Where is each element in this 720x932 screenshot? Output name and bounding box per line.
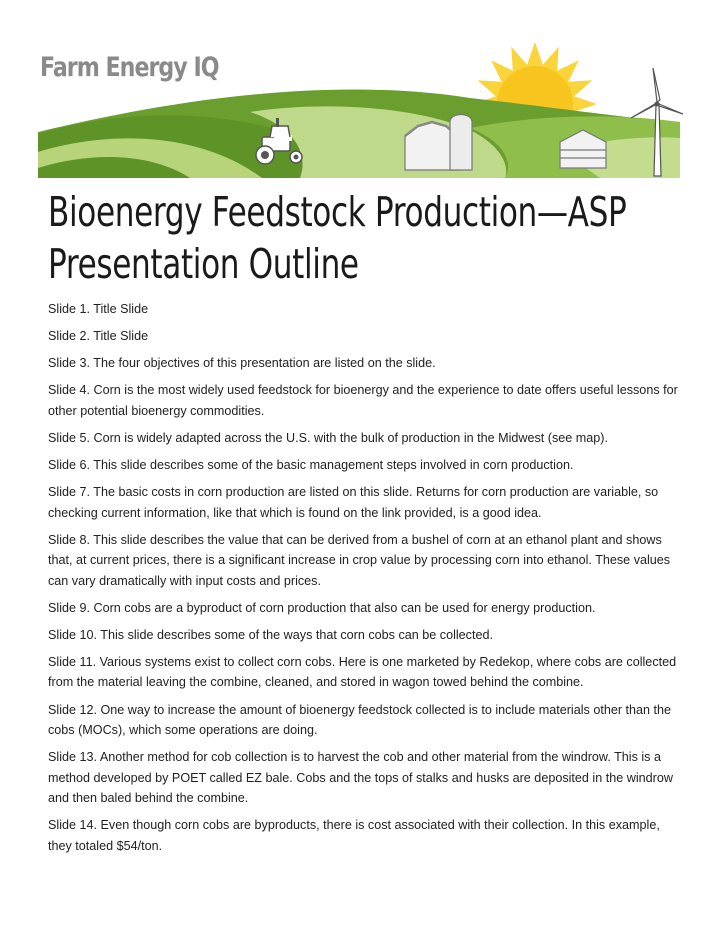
slide-item: Slide 6. This slide describes some of the basic management steps involved in corn production. [48, 457, 574, 472]
slide-item: Slide 8. This slide describes the value that can be derived from a bushel of corn at an ethanol plant and shows that, at current prices, there is a significant increase in crop value by processing corn into ethanol. These values can vary dramatically with input costs and prices. [48, 532, 671, 588]
slide-list [48, 299, 678, 863]
slide-item: Slide 13. Another method for cob collection is to harvest the cob and other material from the windrow. This is a method developed by POET called EZ bale. Cobs and the tops of stalks and husks are deposited in the windrow and then baled behind the combine. [48, 750, 673, 806]
page-title-line2: Presentation Outline [48, 240, 359, 288]
slide-item: Slide 5. Corn is widely adapted across the U.S. with the bulk of production in the Midwest (see map). [48, 430, 608, 445]
slide-item: Slide 2. Title Slide [48, 329, 149, 344]
slide-item: Slide 7. The basic costs in corn production are listed on this slide. Returns for corn production are variable, so checking current information, like that which is found on the link provided, is a good idea. [48, 485, 659, 520]
slide-item: Slide 4. Corn is the most widely used feedstock for bioenergy and the experience to date offers useful lessons for other potential bioenergy commodities. [48, 383, 678, 418]
brand-logo: Farm Energy IQ [40, 52, 219, 83]
slide-item: Slide 11. Various systems exist to collect corn cobs. Here is one marketed by Redekop, where cobs are collected from the material leaving the combine, cleaned, and stored in wagon towed behind the combine. [48, 654, 677, 690]
landscape-illustration [0, 0, 720, 180]
slide-item: Slide 3. The four objectives of this presentation are listed on the slide. [48, 356, 436, 371]
slide-item: Slide 9. Corn cobs are a byproduct of corn production that also can be used for energy production. [48, 600, 596, 615]
slide-item: Slide 1. Title Slide [48, 302, 149, 316]
header-banner [0, 0, 720, 180]
slide-item: Slide 10. This slide describes some of the ways that corn cobs can be collected. [48, 627, 493, 642]
silo-icon [450, 115, 472, 171]
page-title-line1: Bioenergy Feedstock Production—ASP [48, 188, 627, 236]
slide-item: Slide 14. Even though corn cobs are byproducts, there is cost associated with their collection. In this example, they totaled $54/ton. [48, 818, 660, 853]
slide-item: Slide 12. One way to increase the amount of bioenergy feedstock collected is to include materials other than the cobs (MOCs), which some operations are doing. [48, 702, 672, 738]
page-title [48, 186, 627, 290]
